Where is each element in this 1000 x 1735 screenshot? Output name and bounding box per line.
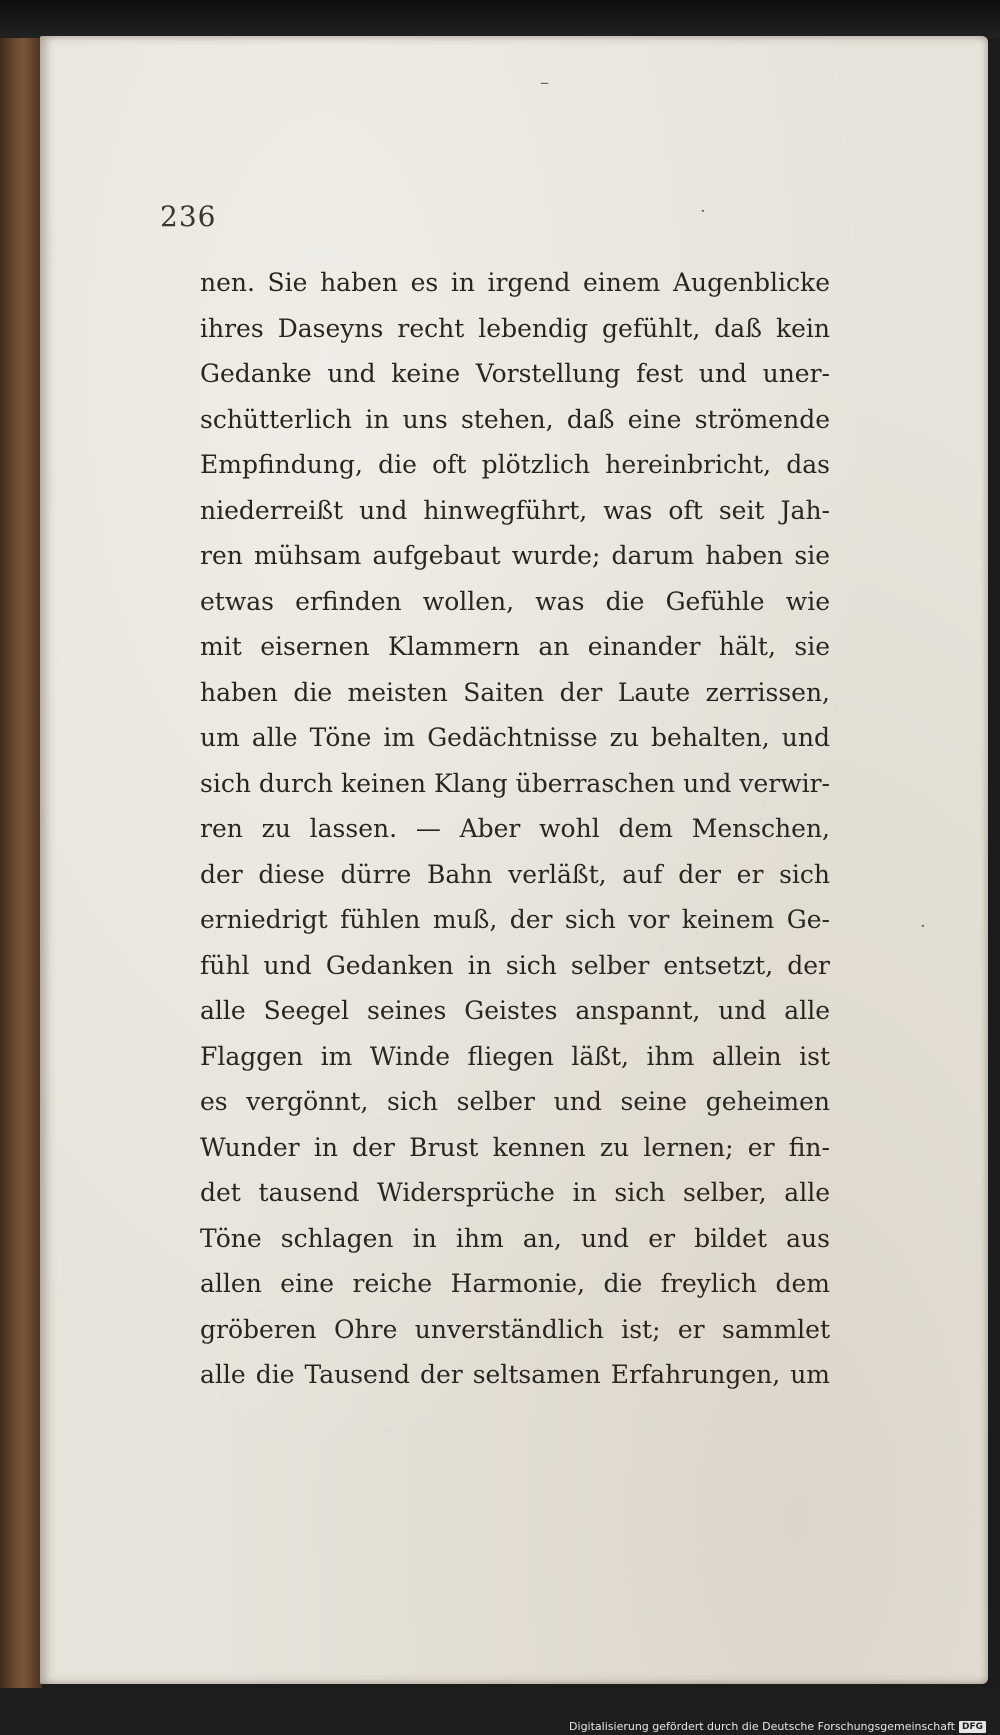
page-number: 236 [160,200,217,233]
text-line: Wunder in der Brust kennen zu lernen; er fin- [200,1132,830,1162]
text-line: det tausend Widersprüche in sich selber, alle [200,1178,830,1207]
text-line: schütterlich in uns stehen, daß eine strömende [200,404,830,434]
scan-top-edge [0,0,1000,38]
paper-speck: · [920,916,926,937]
funding-credit [569,1720,986,1733]
text-line: nen. Sie haben es in irgend einem Augenblicke [200,268,830,297]
text-line: allen eine reiche Harmonie, die freylich dem [200,1269,830,1298]
book-binding [0,38,42,1688]
paper-speck: – [540,72,549,93]
dfg-logo-icon: DFG [959,1721,986,1733]
text-line: niederreißt und hinwegführt, was oft seit Jah- [200,495,830,525]
text-line: alle Seegel seines Geistes anspannt, und alle [200,996,830,1025]
paper-speck: · [700,201,706,222]
text-line: ihres Daseyns recht lebendig gefühlt, daß kein [200,313,830,343]
text-line: Töne schlagen in ihm an, und er bildet aus [200,1223,830,1253]
text-line: haben die meisten Saiten der Laute zerrissen, [200,677,830,707]
text-line: erniedrigt fühlen muß, der sich vor keinem Ge- [200,905,830,934]
text-line: um alle Töne im Gedächtnisse zu behalten, und [200,723,830,752]
text-line: der diese dürre Bahn verläßt, auf der er sich [200,859,830,889]
text-line: ren zu lassen. — Aber wohl dem Menschen, [200,814,830,843]
viewer-footer [0,1688,1000,1735]
text-line: ren mühsam aufgebaut wurde; darum haben sie [200,541,830,570]
funding-credit-text: Digitalisierung gefördert durch die Deutsche Forschungsgemeinschaft [569,1720,955,1733]
text-line: fühl und Gedanken in sich selber entsetzt, der [200,950,830,980]
text-line: alle die Tausend der seltsamen Erfahrungen, um [200,1360,830,1389]
text-line: es vergönnt, sich selber und seine geheimen [200,1087,830,1116]
text-line: etwas erfinden wollen, was die Gefühle wie [200,586,830,616]
page-text [200,260,830,1398]
text-line: Empfindung, die oft plötzlich hereinbricht, das [200,450,830,479]
text-line: mit eisernen Klammern an einander hält, sie [200,632,830,661]
text-line: sich durch keinen Klang überraschen und verwir- [200,768,830,798]
text-line: Flaggen im Winde fliegen läßt, ihm allein ist [200,1041,830,1071]
text-line: Gedanke und keine Vorstellung fest und uner- [200,359,830,388]
text-line: gröberen Ohre unverständlich ist; er sammlet [200,1314,830,1344]
